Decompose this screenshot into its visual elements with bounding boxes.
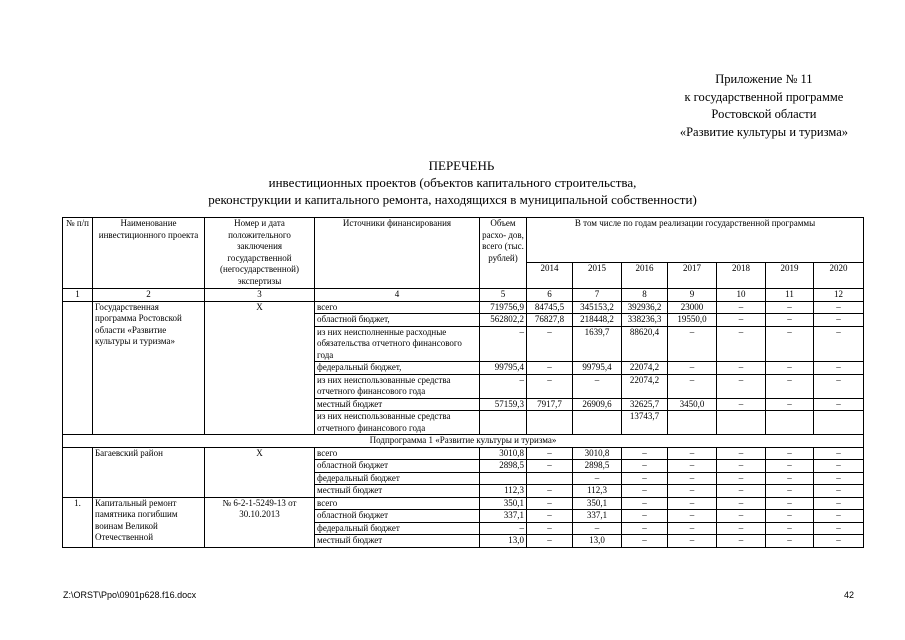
year-value: – [573, 472, 622, 485]
total-volume: 2898,5 [480, 460, 527, 473]
header-year: 2015 [573, 263, 622, 289]
year-value: 112,3 [573, 485, 622, 498]
total-volume: – [480, 522, 527, 535]
year-value: – [717, 398, 766, 411]
header-sources: Источники финансирования [315, 218, 480, 289]
year-value: – [717, 362, 766, 375]
year-value: – [622, 447, 668, 460]
year-value: 1639,7 [573, 326, 622, 362]
total-volume: 350,1 [480, 497, 527, 510]
year-value: – [527, 497, 573, 510]
year-value: – [668, 472, 717, 485]
year-value: – [766, 522, 814, 535]
title-heading: ПЕРЕЧЕНЬ [428, 158, 495, 173]
year-value: – [717, 326, 766, 362]
year-value: – [622, 510, 668, 523]
year-value: – [814, 362, 864, 375]
column-numbers-row [63, 289, 864, 302]
year-value: – [766, 314, 814, 327]
year-value: – [766, 460, 814, 473]
header-year: 2020 [814, 263, 864, 289]
document-title [0, 157, 905, 208]
year-value: – [717, 460, 766, 473]
year-value: – [766, 497, 814, 510]
year-value [766, 411, 814, 435]
year-value: – [717, 374, 766, 398]
expertise-conclusion: Х [205, 301, 315, 435]
funding-source: федеральный бюджет [315, 472, 480, 485]
year-value: – [717, 472, 766, 485]
year-value [527, 411, 573, 435]
total-volume: 337,1 [480, 510, 527, 523]
year-value: 392936,2 [622, 301, 668, 314]
funding-source: областной бюджет [315, 460, 480, 473]
year-value: – [717, 485, 766, 498]
year-value: 88620,4 [622, 326, 668, 362]
year-value: – [668, 326, 717, 362]
year-value: – [668, 447, 717, 460]
total-volume: 99795,4 [480, 362, 527, 375]
year-value: – [814, 326, 864, 362]
year-value: – [527, 447, 573, 460]
year-value: – [573, 374, 622, 398]
year-value: – [622, 460, 668, 473]
header-year: 2019 [766, 263, 814, 289]
year-value: – [717, 497, 766, 510]
year-value: – [814, 374, 864, 398]
year-value: – [527, 374, 573, 398]
table-header-row [63, 218, 864, 263]
column-number: 1 [63, 289, 93, 302]
year-value: 338236,3 [622, 314, 668, 327]
total-volume: 13,0 [480, 535, 527, 548]
subprogram-title: Подпрограмма 1 «Развитие культуры и туризма» [63, 435, 864, 448]
expertise-conclusion: № 6-2-1-5249-13 от 30.10.2013 [205, 497, 315, 547]
year-value: – [668, 510, 717, 523]
year-value: – [622, 535, 668, 548]
year-value: – [814, 301, 864, 314]
header-year: 2017 [668, 263, 717, 289]
year-value [717, 411, 766, 435]
column-number: 10 [717, 289, 766, 302]
year-value: 22074,2 [622, 374, 668, 398]
year-value: – [527, 326, 573, 362]
year-value: 99795,4 [573, 362, 622, 375]
year-value: – [527, 522, 573, 535]
header-volume: Объем расхо- дов, всего (тыс. рублей) [480, 218, 527, 289]
page-number: 42 [844, 590, 855, 600]
year-value: – [766, 398, 814, 411]
year-value: – [814, 447, 864, 460]
year-value: – [717, 535, 766, 548]
appendix-line: к государственной программе [684, 89, 844, 104]
year-value: – [668, 522, 717, 535]
column-number: 4 [315, 289, 480, 302]
column-number: 3 [205, 289, 315, 302]
year-value: 76827,8 [527, 314, 573, 327]
year-value: – [622, 485, 668, 498]
funding-source: местный бюджет [315, 535, 480, 548]
project-name: Государственная программа Ростовской области «Развитие культуры и туризма» [93, 301, 205, 435]
funding-source: областной бюджет [315, 510, 480, 523]
funding-source: всего [315, 447, 480, 460]
row-number: 1. [63, 497, 93, 547]
year-value: – [527, 362, 573, 375]
header-year: 2016 [622, 263, 668, 289]
header-name: Наименование инвестиционного проекта [93, 218, 205, 289]
footer-file-path: Z:\ORST\Ppo\0901p628.f16.docx [63, 590, 197, 600]
year-value: – [527, 460, 573, 473]
column-number: 7 [573, 289, 622, 302]
year-value: 7917,7 [527, 398, 573, 411]
year-value: – [527, 510, 573, 523]
year-value: – [814, 485, 864, 498]
year-value: – [814, 398, 864, 411]
year-value [573, 411, 622, 435]
appendix-title: Приложение № 11 [715, 72, 813, 86]
year-value: – [766, 326, 814, 362]
column-number: 6 [527, 289, 573, 302]
year-value: – [527, 485, 573, 498]
year-value: – [622, 472, 668, 485]
total-volume [480, 411, 527, 435]
year-value: 19550,0 [668, 314, 717, 327]
total-volume [480, 472, 527, 485]
column-number: 12 [814, 289, 864, 302]
year-value: – [668, 535, 717, 548]
year-value: 26909,6 [573, 398, 622, 411]
year-value [814, 411, 864, 435]
header-year: 2014 [527, 263, 573, 289]
investment-projects-table [62, 217, 864, 548]
total-volume: – [480, 326, 527, 362]
total-volume: 57159,3 [480, 398, 527, 411]
year-value: 13743,7 [622, 411, 668, 435]
year-value: – [668, 374, 717, 398]
project-name: Багаевский район [93, 447, 205, 497]
year-value: – [766, 535, 814, 548]
year-value [527, 472, 573, 485]
year-value: – [717, 314, 766, 327]
year-value: – [814, 535, 864, 548]
year-value: – [766, 485, 814, 498]
total-volume: 112,3 [480, 485, 527, 498]
total-volume: 562802,2 [480, 314, 527, 327]
appendix-header [680, 71, 848, 141]
year-value: 84745,5 [527, 301, 573, 314]
year-value: 32625,7 [622, 398, 668, 411]
year-value: – [622, 522, 668, 535]
total-volume: 3010,8 [480, 447, 527, 460]
column-number: 11 [766, 289, 814, 302]
year-value: – [668, 460, 717, 473]
funding-source: из них неисполненные расходные обязательства отчетного финансового года [315, 326, 480, 362]
title-line: реконструкции и капитального ремонта, находящихся в муниципальной собственности) [208, 192, 697, 207]
table-row [63, 447, 864, 460]
year-value: 13,0 [573, 535, 622, 548]
funding-source: федеральный бюджет, [315, 362, 480, 375]
appendix-line: «Развитие культуры и туризма» [679, 124, 848, 139]
year-value: – [766, 362, 814, 375]
year-value: – [814, 472, 864, 485]
row-number-cell [63, 447, 93, 497]
expertise-conclusion: Х [205, 447, 315, 497]
column-number: 8 [622, 289, 668, 302]
year-value: – [814, 510, 864, 523]
funding-source: федеральный бюджет [315, 522, 480, 535]
column-number: 2 [93, 289, 205, 302]
header-year: 2018 [717, 263, 766, 289]
row-number-cell [63, 301, 93, 435]
header-by-years: В том числе по годам реализации государственной программы [527, 218, 864, 263]
year-value [668, 411, 717, 435]
year-value: – [527, 535, 573, 548]
header-conclusion: Номер и дата положительного заключения государственной (негосударственной) экспертизы [205, 218, 315, 289]
year-value: – [668, 497, 717, 510]
funding-source: всего [315, 497, 480, 510]
column-number: 5 [480, 289, 527, 302]
year-value: – [622, 497, 668, 510]
year-value: – [668, 485, 717, 498]
year-value: – [766, 447, 814, 460]
column-number: 9 [668, 289, 717, 302]
total-volume: – [480, 374, 527, 398]
year-value: 345153,2 [573, 301, 622, 314]
year-value: 218448,2 [573, 314, 622, 327]
year-value: – [766, 510, 814, 523]
table-row [63, 301, 864, 314]
year-value: – [717, 301, 766, 314]
year-value: – [717, 522, 766, 535]
subprogram-row [63, 435, 864, 448]
year-value: 23000 [668, 301, 717, 314]
title-line: инвестиционных проектов (объектов капитального строительства, [268, 175, 637, 190]
year-value: 3450,0 [668, 398, 717, 411]
project-name: Капитальный ремонт памятника погибшим воинам Великой Отечественной [93, 497, 205, 547]
table-row [63, 497, 864, 510]
year-value: – [668, 362, 717, 375]
year-value: 22074,2 [622, 362, 668, 375]
year-value: – [814, 497, 864, 510]
year-value: 337,1 [573, 510, 622, 523]
year-value: – [814, 460, 864, 473]
funding-source: областной бюджет, [315, 314, 480, 327]
funding-source: из них неиспользованные средства отчетного финансового года [315, 411, 480, 435]
year-value: – [717, 510, 766, 523]
year-value: – [766, 472, 814, 485]
year-value: – [814, 522, 864, 535]
funding-source: всего [315, 301, 480, 314]
year-value: 2898,5 [573, 460, 622, 473]
year-value: – [573, 522, 622, 535]
year-value: 350,1 [573, 497, 622, 510]
year-value: 3010,8 [573, 447, 622, 460]
total-volume: 719756,9 [480, 301, 527, 314]
year-value: – [766, 301, 814, 314]
funding-source: из них неиспользованные средства отчетного финансового года [315, 374, 480, 398]
year-value: – [717, 447, 766, 460]
appendix-line: Ростовской области [711, 107, 817, 121]
funding-source: местный бюджет [315, 398, 480, 411]
year-value: – [814, 314, 864, 327]
header-num: № п/п [63, 218, 93, 289]
year-value: – [766, 374, 814, 398]
funding-source: местный бюджет [315, 485, 480, 498]
